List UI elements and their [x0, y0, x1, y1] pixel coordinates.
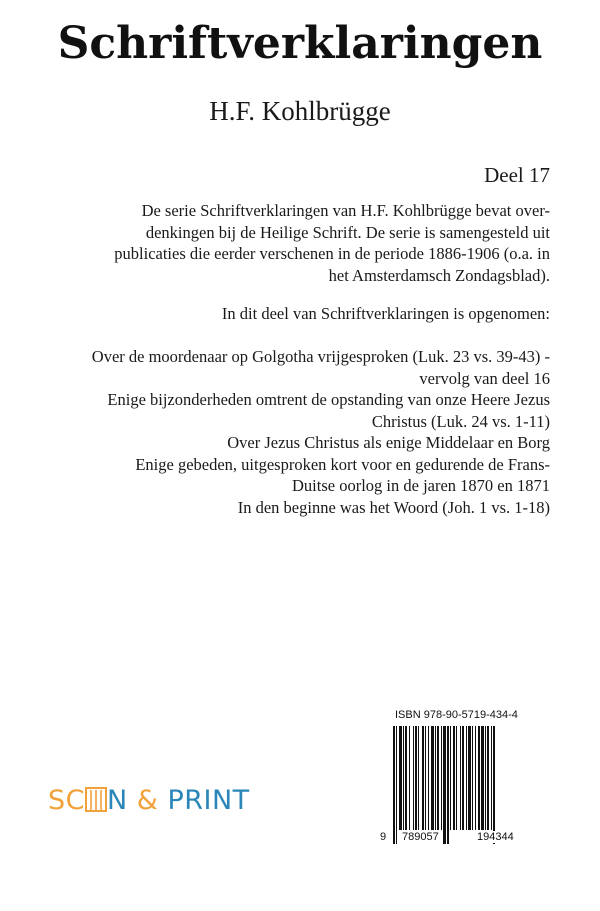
contents-line: In den beginne was het Woord (Joh. 1 vs. 1-18) [237, 497, 550, 517]
barcode-bar [399, 726, 402, 830]
barcode-bar [450, 726, 451, 830]
barcode-bar [485, 726, 486, 830]
barcode-bar [418, 726, 419, 830]
barcode-bar [478, 726, 480, 830]
description-line: denkingen bij de Heilige Schrift. De serie is samengesteld uit [145, 222, 550, 242]
contents-line: Duitse oorlog in de jaren 1870 en 1871 [292, 476, 550, 495]
barcode-bar [422, 726, 424, 830]
barcode-bar [431, 726, 434, 830]
book-title: Schriftverklaringen [57, 18, 543, 69]
barcode-bar [493, 726, 495, 844]
barcode-bar [393, 726, 395, 844]
barcode-bar [460, 726, 461, 830]
barcode-bar [413, 726, 414, 830]
barcode-bar [396, 726, 397, 844]
barcode-bar [468, 726, 471, 830]
book-spine-icon [85, 785, 107, 816]
publisher-logo [48, 785, 250, 817]
barcode-bar [487, 726, 489, 830]
volume-number: Deel 17 [484, 163, 550, 187]
barcode-bar [466, 726, 467, 830]
description-line: De serie Schriftverklaringen van H.F. Kohlbrügge bevat over- [141, 201, 550, 220]
barcode-bar [443, 726, 446, 844]
author-name: H.F. Kohlbrügge [209, 96, 391, 126]
barcode-bar [462, 726, 464, 830]
barcode-digits-left: 789057 [402, 831, 439, 843]
barcode-bar [428, 726, 429, 830]
barcode-bar [405, 726, 407, 830]
logo-text-n: N [107, 785, 128, 816]
barcode-digit-lead: 9 [380, 831, 387, 843]
barcode-bar [409, 726, 410, 830]
barcode-bar [441, 726, 442, 830]
contents-line: Over Jezus Christus als enige Middelaar en Borg [227, 433, 550, 452]
contents-line: Christus (Luk. 24 vs. 1-11) [371, 411, 550, 431]
contents-line: Enige bijzonderheden omtrent de opstanding van onze Heere Jezus [107, 390, 550, 409]
barcode-bars [393, 726, 538, 846]
logo-ampersand: & [136, 785, 159, 816]
isbn-barcode [380, 703, 550, 863]
description-line: het Amsterdamsch Zondagsblad). [328, 265, 550, 285]
contents-line: Over de moordenaar op Golgotha vrijgesproken (Luk. 23 vs. 39-43) - [91, 347, 550, 366]
barcode-bar [453, 726, 455, 830]
contents-list [40, 346, 550, 518]
isbn-label: ISBN 978-90-5719-434-4 [395, 709, 518, 721]
barcode-bar [475, 726, 476, 830]
contents-line: vervolg van deel 16 [419, 368, 550, 388]
series-description [40, 200, 550, 286]
logo-text-sc: SC [48, 785, 85, 816]
barcode-bar [403, 726, 404, 830]
contents-line: Enige gebeden, uitgesproken kort voor en gedurende de Frans- [135, 454, 550, 474]
barcode-bar [491, 726, 492, 830]
barcode-bar [447, 726, 449, 844]
barcode-bar [415, 726, 417, 830]
barcode-bar [472, 726, 473, 830]
barcode-bar [481, 726, 484, 830]
barcode-bar [456, 726, 457, 830]
contents-heading: In dit deel van Schriftverklaringen is opgenomen: [221, 304, 550, 323]
logo-text-print: PRINT [167, 785, 250, 816]
barcode-bar [437, 726, 439, 830]
barcode-bar [435, 726, 436, 830]
barcode-digits-right: 194344 [477, 831, 514, 843]
barcode-bar [425, 726, 426, 830]
description-line: publicaties die eerder verschenen in de periode 1886-1906 (o.a. in [114, 244, 550, 263]
